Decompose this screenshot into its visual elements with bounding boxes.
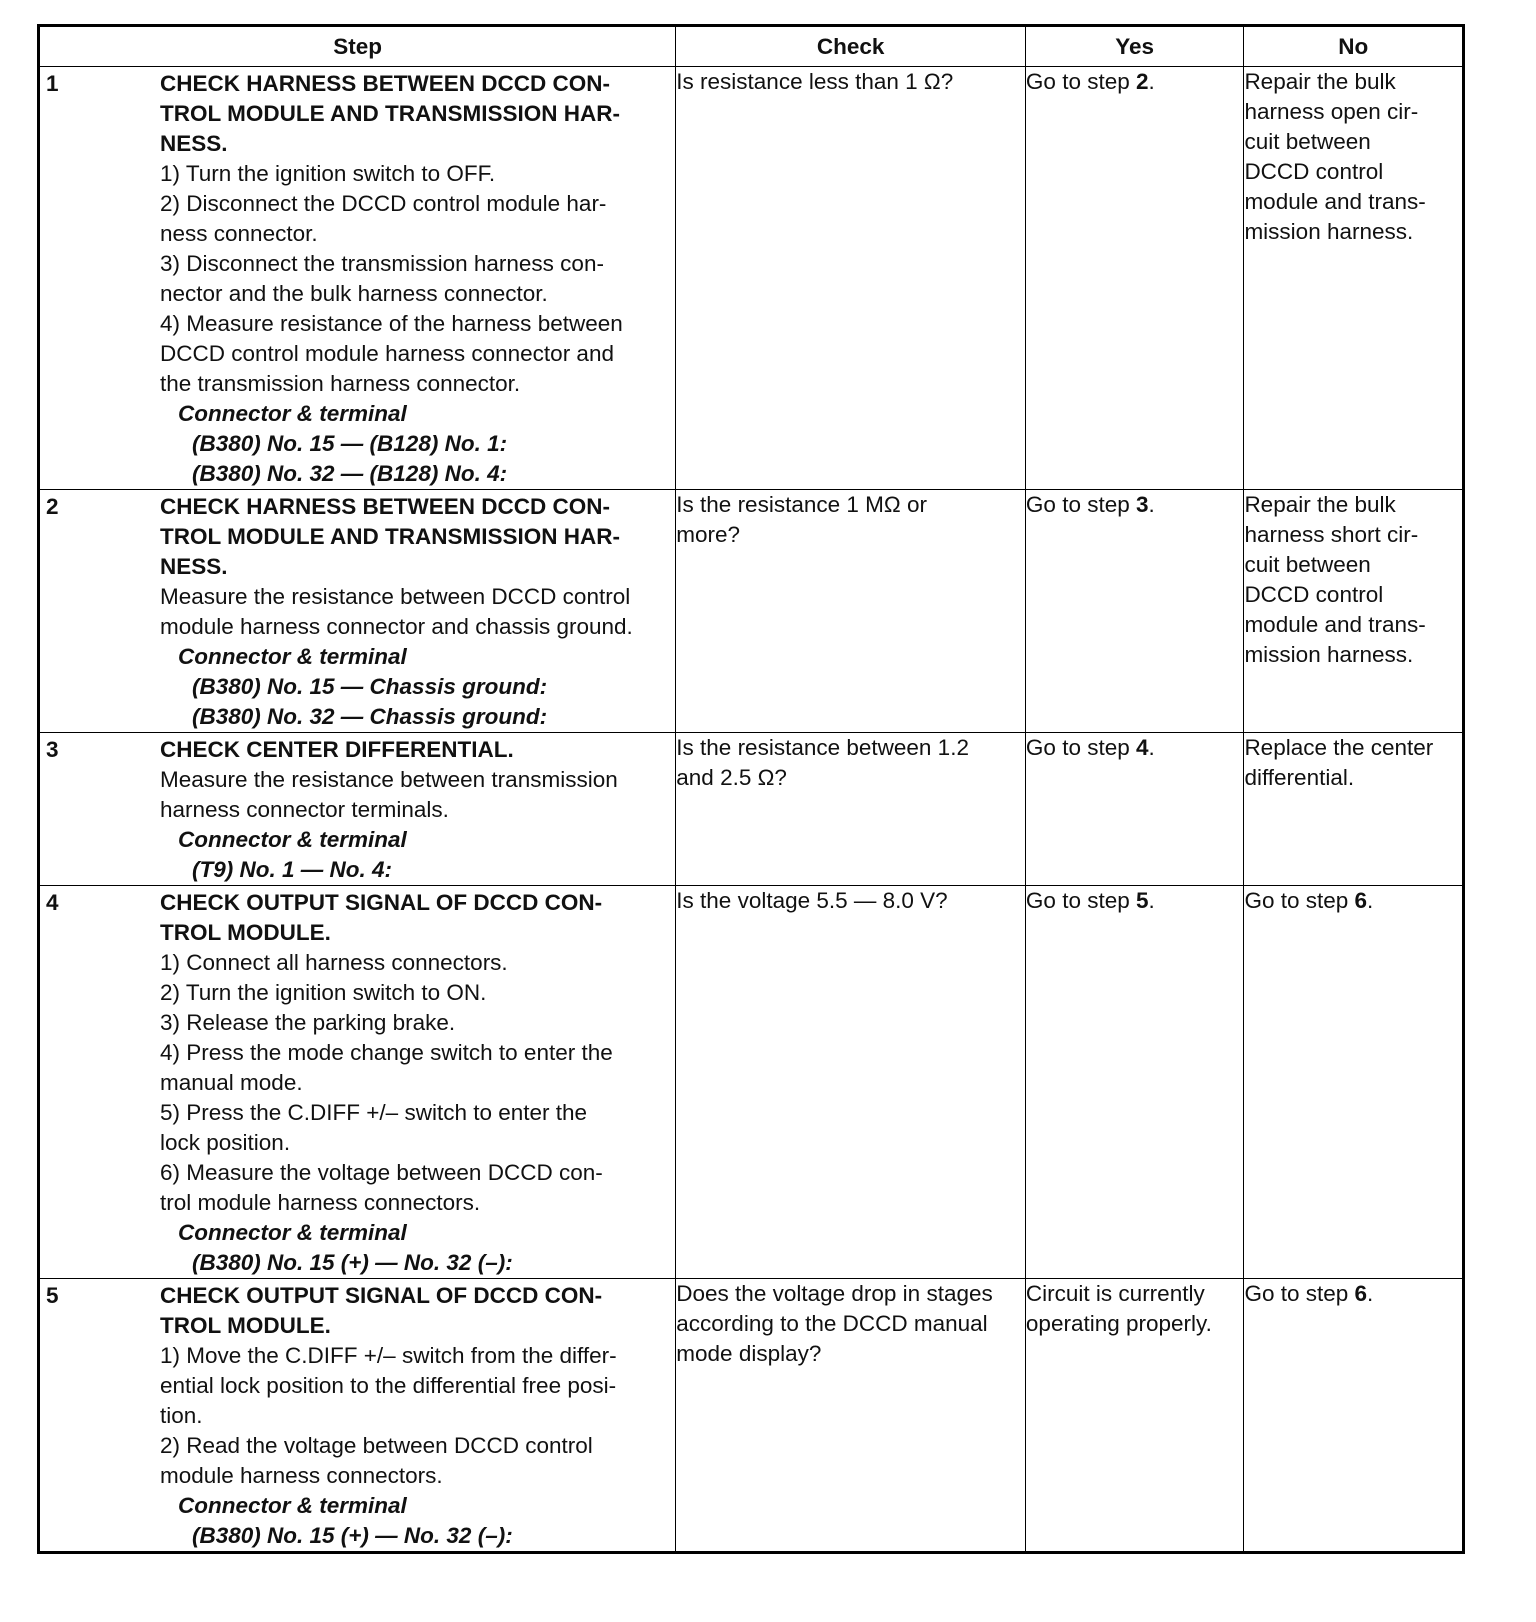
step-title-line: TROL MODULE AND TRANSMISSION HAR- [160,101,620,126]
step-instruction-line: 3) Disconnect the transmission harness con- [160,251,604,276]
terminal-spec: (B380) No. 32 — (B128) No. 4: [192,461,508,486]
step-cell [39,733,676,886]
step-number: 4 [46,890,59,915]
no-cell [1244,1279,1464,1553]
yes-cell [1025,1279,1244,1553]
step-instruction-line: 3) Release the parking brake. [160,1010,456,1035]
no-line: module and trans- [1244,189,1426,214]
no-cell [1244,733,1464,886]
check-cell [676,67,1026,490]
check-line: Is the resistance 1 MΩ or [676,492,927,517]
header-check: Check [676,26,1026,67]
step-instruction-line: lock position. [160,1130,291,1155]
header-row [39,26,1464,67]
table-row [39,490,1464,733]
terminal-spec: (B380) No. 15 (+) — No. 32 (–): [192,1523,513,1548]
step-cell [39,886,676,1279]
check-line: Is resistance less than 1 Ω? [676,69,954,94]
step-cell [39,1279,676,1553]
no-goto-step-suffix: . [1367,1281,1374,1306]
table-row [39,733,1464,886]
step-title-line: TROL MODULE AND TRANSMISSION HAR- [160,524,620,549]
no-goto-step [1244,886,1462,916]
check-line: and 2.5 Ω? [676,765,787,790]
step-content [160,490,675,732]
yes-goto-step [1026,67,1244,97]
table-row [39,1279,1464,1553]
step-title-line: CHECK HARNESS BETWEEN DCCD CON- [160,71,611,96]
no-goto-step-number: 6 [1354,1281,1368,1306]
yes-cell [1025,886,1244,1279]
step-instruction-line: Measure the resistance between transmission [160,767,618,792]
connector-terminal-label: Connector & terminal [178,1220,407,1245]
step-instruction-line: module harness connectors. [160,1463,443,1488]
header-yes: Yes [1025,26,1244,67]
check-cell [676,490,1026,733]
no-line: harness open cir- [1244,99,1419,124]
step-instruction-line: 2) Disconnect the DCCD control module har- [160,191,607,216]
step-instruction-line: 4) Measure resistance of the harness between [160,311,623,336]
step-title-line: TROL MODULE. [160,920,331,945]
step-title-line: CHECK OUTPUT SIGNAL OF DCCD CON- [160,1283,603,1308]
yes-cell [1025,733,1244,886]
no-line: mission harness. [1244,219,1414,244]
yes-goto-step-suffix: . [1148,735,1155,760]
check-line: mode display? [676,1341,822,1366]
yes-goto-step-suffix: . [1148,888,1155,913]
step-instruction-line: ness connector. [160,221,318,246]
check-cell [676,733,1026,886]
terminal-spec: (T9) No. 1 — No. 4: [192,857,393,882]
no-line: module and trans- [1244,612,1426,637]
yes-goto-step-prefix: Go to step [1025,735,1136,760]
no-line: differential. [1244,765,1355,790]
no-goto-step-suffix: . [1367,888,1374,913]
yes-cell [1025,490,1244,733]
check-line: Is the resistance between 1.2 [676,735,969,760]
step-title-line: CHECK OUTPUT SIGNAL OF DCCD CON- [160,890,603,915]
no-line: cuit between [1244,552,1371,577]
connector-terminal-label: Connector & terminal [178,1493,407,1518]
step-instruction-line: 2) Turn the ignition switch to ON. [160,980,487,1005]
yes-goto-step-suffix: . [1148,69,1155,94]
header-no: No [1244,26,1464,67]
no-line: harness short cir- [1244,522,1419,547]
no-line: cuit between [1244,129,1371,154]
no-cell [1244,490,1464,733]
check-line: Is the voltage 5.5 — 8.0 V? [676,888,948,913]
step-number: 3 [46,737,59,762]
step-instruction-line: 4) Press the mode change switch to enter the [160,1040,613,1065]
step-instruction-line: trol module harness connectors. [160,1190,481,1215]
table-row [39,67,1464,490]
yes-goto-step-number: 5 [1135,888,1149,913]
no-line: Replace the center [1244,735,1434,760]
check-line: more? [676,522,741,547]
yes-goto-step-prefix: Go to step [1025,492,1136,517]
no-line: Repair the bulk [1244,492,1396,517]
step-instruction-line: 6) Measure the voltage between DCCD con- [160,1160,603,1185]
no-cell [1244,67,1464,490]
step-instruction-line: nector and the bulk harness connector. [160,281,548,306]
connector-terminal-label: Connector & terminal [178,644,407,669]
no-goto-step-number: 6 [1354,888,1368,913]
step-instruction-line: 5) Press the C.DIFF +/– switch to enter the [160,1100,588,1125]
step-content [160,67,675,489]
check-cell [676,886,1026,1279]
connector-terminal-label: Connector & terminal [178,401,407,426]
yes-goto-step-number: 3 [1135,492,1149,517]
terminal-spec: (B380) No. 15 — (B128) No. 1: [192,431,508,456]
check-line: Does the voltage drop in stages [676,1281,993,1306]
step-title-line: TROL MODULE. [160,1313,331,1338]
no-cell [1244,886,1464,1279]
step-instruction-line: 1) Connect all harness connectors. [160,950,508,975]
step-instruction-line: module harness connector and chassis ground. [160,614,633,639]
diagnostic-table [37,24,1465,1554]
no-goto-step-prefix: Go to step [1244,1281,1355,1306]
step-title-line: NESS. [160,554,228,579]
step-number: 2 [46,494,59,519]
terminal-spec: (B380) No. 15 (+) — No. 32 (–): [192,1250,513,1275]
terminal-spec: (B380) No. 15 — Chassis ground: [192,674,548,699]
yes-goto-step-number: 2 [1135,69,1149,94]
step-content [160,733,675,885]
step-title-line: CHECK CENTER DIFFERENTIAL. [160,737,514,762]
step-number: 5 [46,1283,59,1308]
yes-goto-step [1026,733,1244,763]
header-step: Step [39,26,676,67]
yes-goto-step [1026,886,1244,916]
no-line: DCCD control [1244,159,1384,184]
terminal-spec: (B380) No. 32 — Chassis ground: [192,704,548,729]
step-instruction-line: harness connector terminals. [160,797,449,822]
yes-goto-step-number: 4 [1135,735,1149,760]
step-instruction-line: the transmission harness connector. [160,371,521,396]
yes-line: Circuit is currently [1025,1281,1205,1306]
step-instruction-line: manual mode. [160,1070,303,1095]
connector-terminal-label: Connector & terminal [178,827,407,852]
yes-goto-step [1026,490,1244,520]
step-instruction-line: 1) Turn the ignition switch to OFF. [160,161,496,186]
step-cell [39,67,676,490]
no-goto-step [1244,1279,1462,1309]
step-instruction-line: Measure the resistance between DCCD control [160,584,631,609]
check-cell [676,1279,1026,1553]
step-instruction-line: DCCD control module harness connector and [160,341,614,366]
yes-goto-step-suffix: . [1148,492,1155,517]
step-content [160,1279,675,1551]
yes-goto-step-prefix: Go to step [1025,69,1136,94]
no-line: mission harness. [1244,642,1414,667]
no-line: Repair the bulk [1244,69,1396,94]
step-title-line: CHECK HARNESS BETWEEN DCCD CON- [160,494,611,519]
step-instruction-line: 1) Move the C.DIFF +/– switch from the differ- [160,1343,617,1368]
no-goto-step-prefix: Go to step [1244,888,1355,913]
step-number: 1 [46,71,59,96]
table-body [39,67,1464,1553]
step-cell [39,490,676,733]
yes-line: operating properly. [1025,1311,1212,1336]
yes-cell [1025,67,1244,490]
step-title-line: NESS. [160,131,228,156]
step-instruction-line: ential lock position to the differential free posi- [160,1373,617,1398]
step-instruction-line: tion. [160,1403,203,1428]
check-line: according to the DCCD manual [676,1311,988,1336]
step-content [160,886,675,1278]
no-line: DCCD control [1244,582,1384,607]
table-row [39,886,1464,1279]
yes-goto-step-prefix: Go to step [1025,888,1136,913]
step-instruction-line: 2) Read the voltage between DCCD control [160,1433,593,1458]
